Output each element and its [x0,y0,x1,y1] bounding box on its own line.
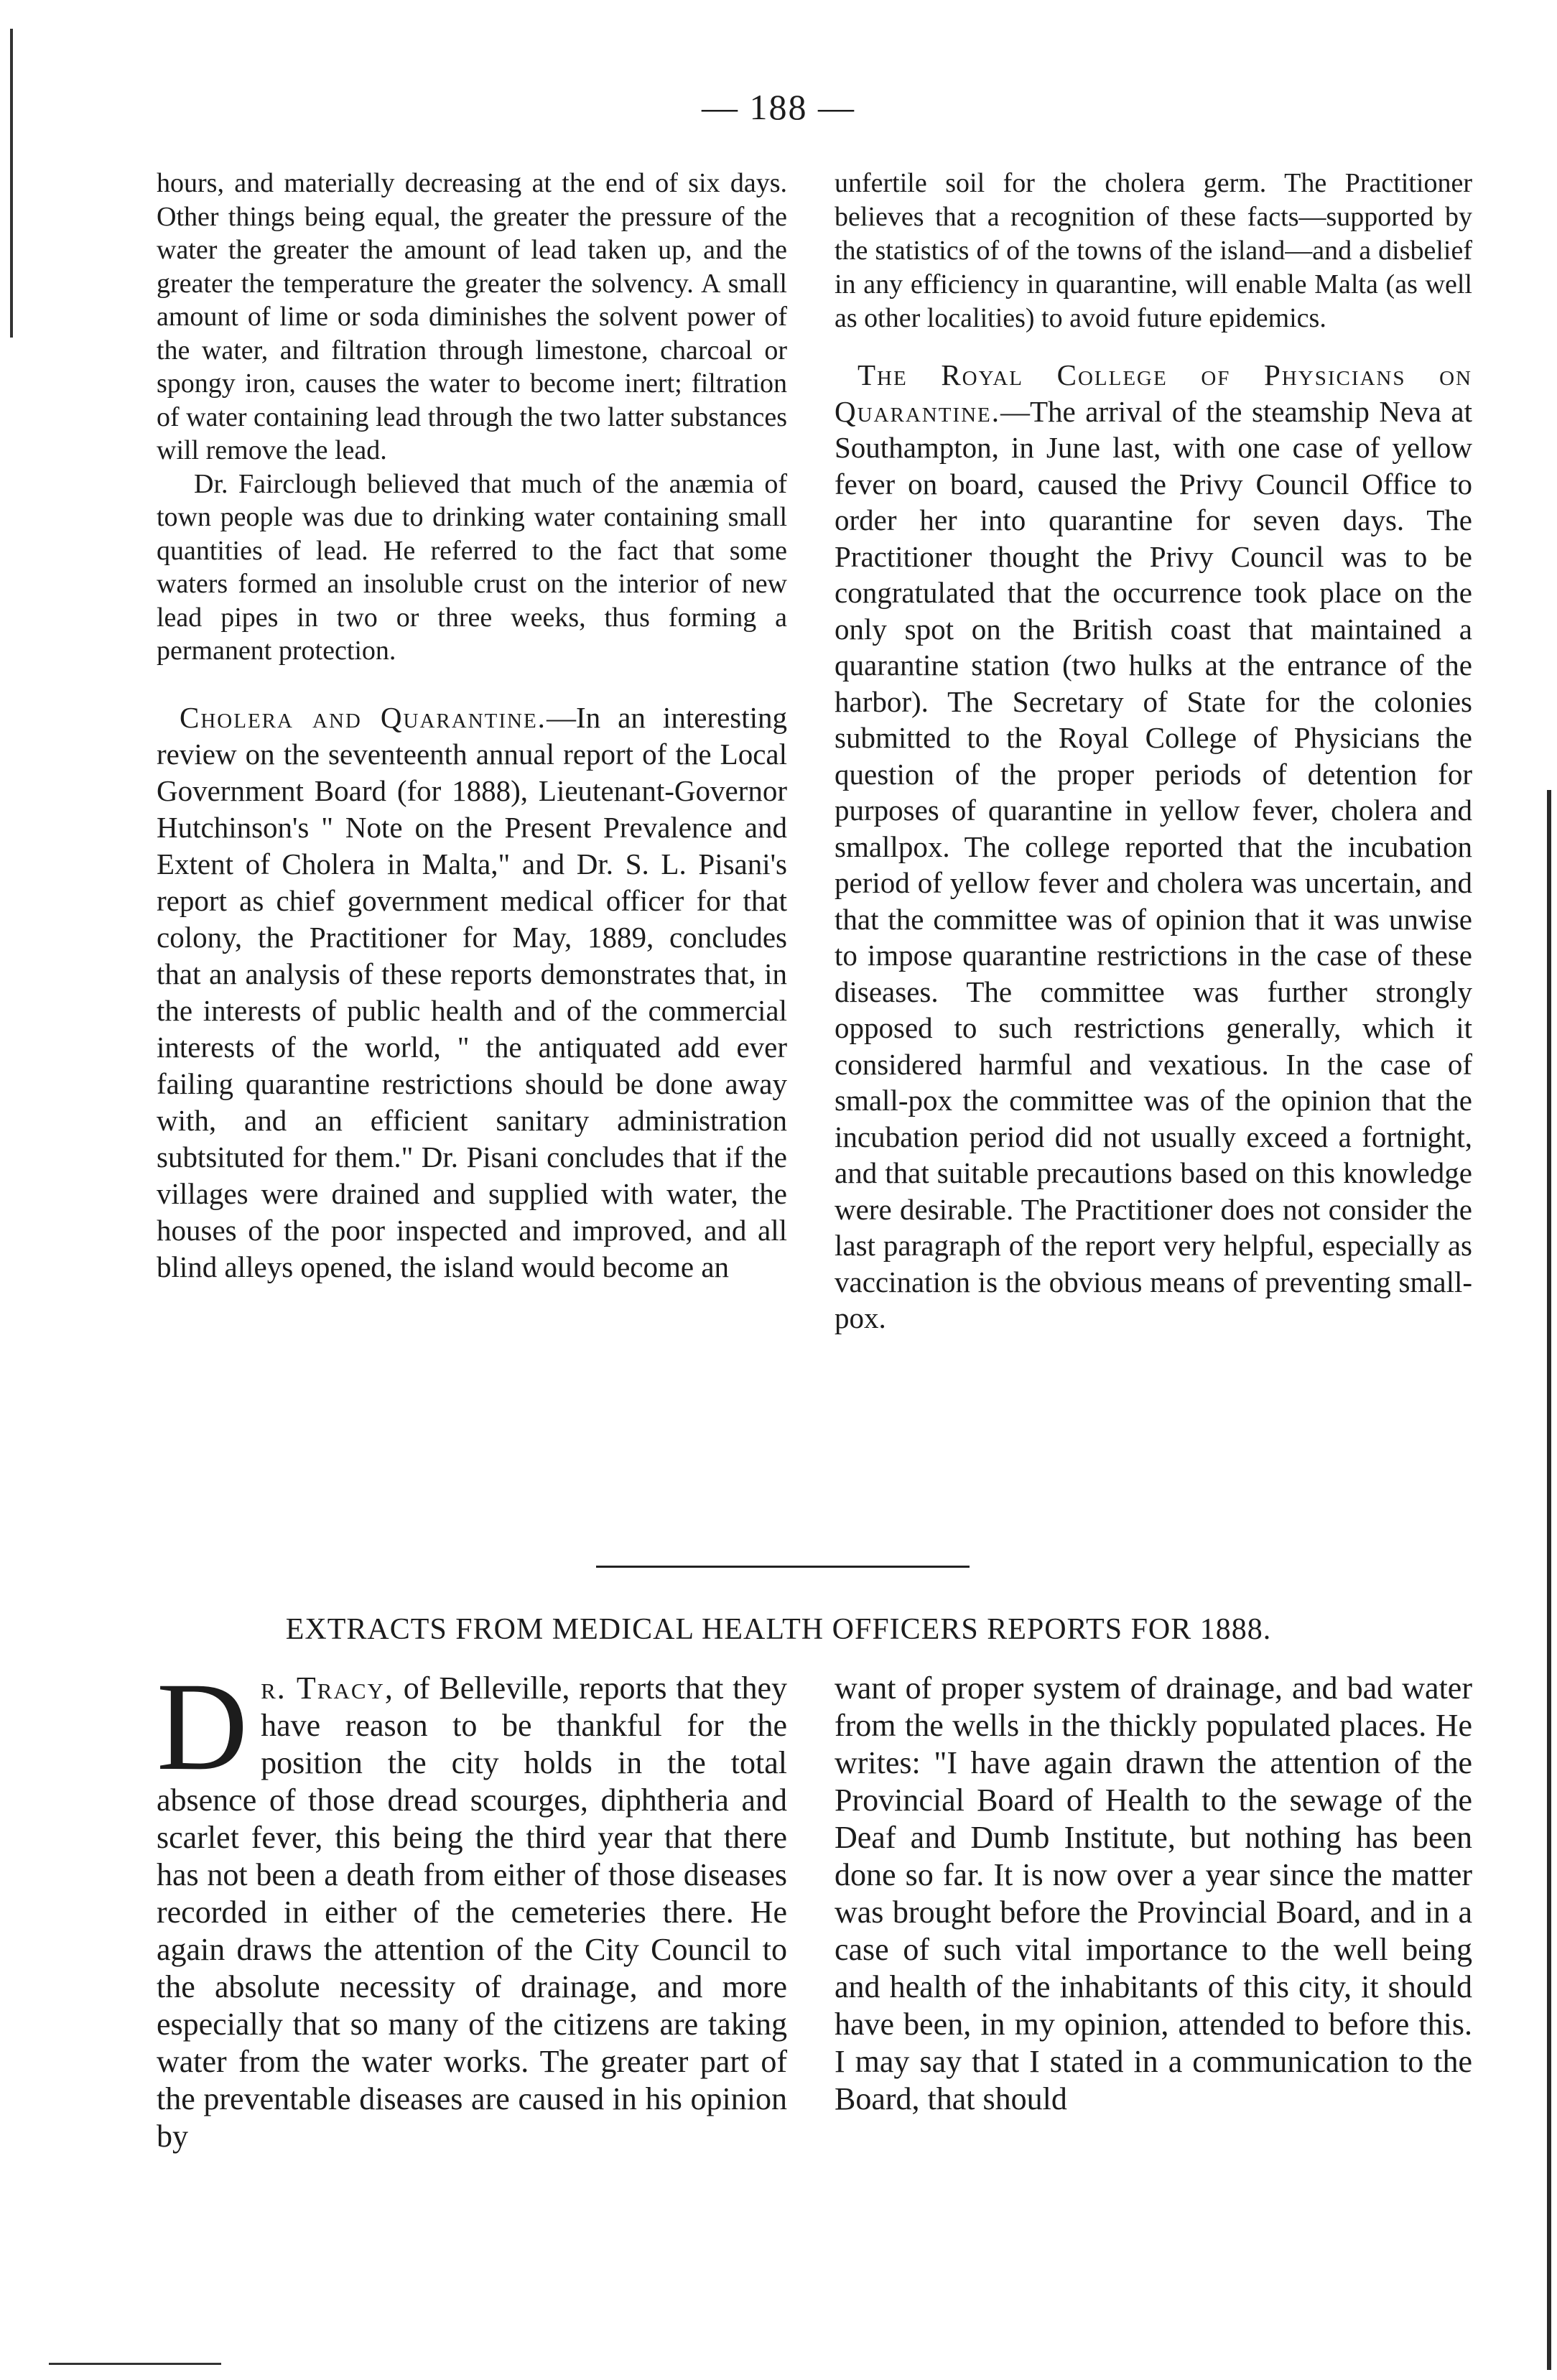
paragraph-cholera-quarantine [157,699,787,1286]
drop-cap: D [157,1657,248,1797]
paragraph-lead-solvency: hours, and materially decreasing at the end of six days. Other things being equal, the greater the pressure of the water the greater the amount of lead taken up, and the greater the temperature the greater the solvency. A small amount of lime or soda diminishes the solvent power of the water, and filtration through limestone, charcoal or spongy iron, causes the water to become inert; filtration of water containing lead through the two latter substances will remove the lead. [157,168,787,465]
paragraph-tracy [157,1657,788,2155]
section-heading: EXTRACTS FROM MEDICAL HEALTH OFFICERS REPORTS FOR 1888. [285,1613,1272,1646]
paragraph-cholera-body: —In an interesting review on the seventeenth annual report of the Local Government Board (for 1888), Lieutenant-Governor Hutchinson's " Note on the Present Prevalence and Extent of Cholera in Malta," and Dr. S. L. Pisani's report as chief government medical officer for that colony, the Practitioner for May, 1889, concludes that an analysis of these reports demonstrates that, in the interests of public health and of the commercial interests of the world, " the antiquated add ever failing quarantine restrictions should be done away with, and an efficient sanitary administration subtsituted for them." Dr. Pisani concludes that if the villages were drained and supplied with water, the houses of the poor inspected and improved, and all blind alleys opened, the island would become an [157,700,788,1283]
paragraph-fairclough: Dr. Fairclough believed that much of the anæmia of town people was due to drinking water containing small quantities of lead. He referred to the fact that some waters formed an insoluble crust on the interior of new lead pipes in two or three weeks, thus forming a permanent protection. [157,468,787,666]
paragraph-malta-epidemics: unfertile soil for the cholera germ. The Practitioner believes that a recognition of these facts—supported by the statistics of of the towns of the island—and a disbelief in any efficiency in quarantine, will enable Malta (as well as other localities) to avoid future epidemics. [835,168,1472,333]
top-right-column [835,167,1472,1337]
top-left-column [157,167,787,1286]
page-number: — 188 — [702,87,855,127]
footer-rule [49,2363,221,2365]
subheading-royal-college: The Royal College of Physicians on Quarantine. [835,358,1472,428]
left-margin-rule [10,29,13,338]
paragraph-tracy-body: of Belleville, reports that they have reason to be thankful for the position the city holds in the total absence of those dread scourges, diphtheria and scarlet fever, this being the third year that there has not been a death from either of those diseases recorded in either of the cemeteries there. He again draws the attention of the City Council to the absolute necessity of drainage, and more especially that so many of the citizens are taking water from the water works. The greater part of the preventable diseases are caused in his opinion by [157,1670,788,2154]
paragraph-royal-college [835,357,1472,1337]
right-margin-rule [1547,790,1551,2370]
section-divider [596,1566,970,1568]
bottom-right-column [835,1670,1472,2118]
subheading-cholera-quarantine: Cholera and Quarantine. [180,700,547,734]
bottom-left-column [157,1657,788,2155]
paragraph-royal-college-body: —The arrival of the steamship Neva at Southampton, in June last, with one case of yellow fever on board, caused the Privy Council Office to order her into quarantine for seven days. The Practitioner thought the Privy Council was to be congratulated that the occurrence took place on the only spot on the British coast that maintained a quarantine station (two hulks at the entrance of the harbor). The Secretary of State for the colonies submitted to the Royal College of Physicians the question of the proper periods of detention for purposes of quarantine in yellow fever, cholera and smallpox. The college reported that the incubation period of yellow fever and cholera was uncertain, and that the committee was of opinion that it was unwise to impose quarantine restrictions in the case of these diseases. The committee was further strongly opposed to such restrictions generally, which it considered harmful and vexatious. In the case of small-pox the committee was of the opinion that the incubation period did not usually exceed a fortnight, and that suitable precautions based on this knowledge were desirable. The Practitioner does not consider the last paragraph of the report very helpful, especially as vaccination is the obvious means of preventing small-pox. [835,394,1472,1334]
paragraph-drainage: want of proper system of drainage, and bad water from the wells in the thickly populated places. He writes: "I have again drawn the attention of the Provincial Board of Health to the sewage of the Deaf and Dumb Institute, but nothing has been done so far. It is now over a year since the matter was brought before the Provincial Board, and in a case of such vital importance to the well being and health of the inhabitants of this city, it should have been, in my opinion, attended to before this. I may say that I stated in a communication to the Board, that should [835,1670,1472,2116]
lead-in-name: r. Tracy, [261,1670,394,1706]
